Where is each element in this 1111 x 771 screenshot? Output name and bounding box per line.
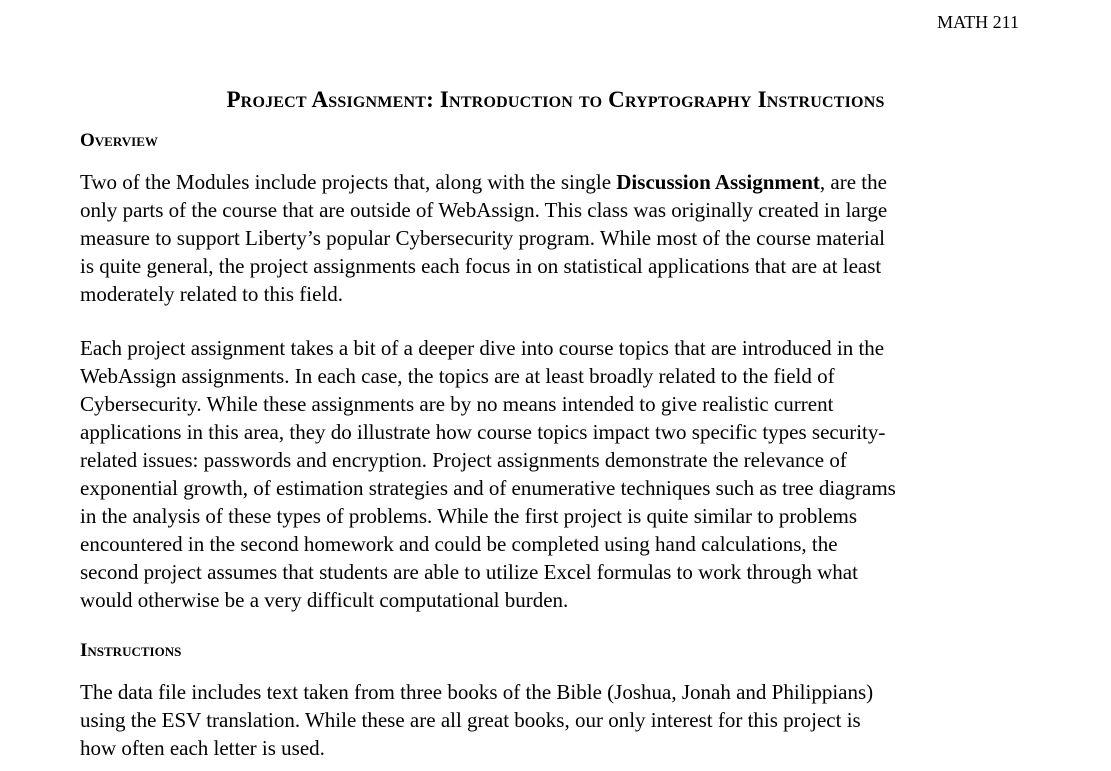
overview-paragraph-2	[80, 334, 1025, 614]
paragraph-line: related issues: passwords and encryption. Project assignments demonstrate the relevance of	[80, 448, 847, 472]
paragraph-line: Each project assignment takes a bit of a deeper dive into course topics that are introduced in the	[80, 336, 885, 360]
course-code: MATH 211	[937, 12, 1019, 32]
line-text: Two of the Modules include projects that, along with the single	[80, 170, 617, 194]
paragraph-line: Cybersecurity. While these assignments are by no means intended to give realistic current	[80, 392, 834, 416]
paragraph-line: applications in this area, they do illustrate how course topics impact two specific types security-	[80, 420, 886, 444]
paragraph-line: exponential growth, of estimation strategies and of enumerative techniques such as tree diagrams	[80, 476, 896, 500]
paragraph-line: is quite general, the project assignments each focus in on statistical applications that are at least	[80, 254, 882, 278]
paragraph-line	[80, 168, 1025, 196]
paragraph-line: WebAssign assignments. In each case, the topics are at least broadly related to the field of	[80, 364, 835, 388]
overview-paragraph-1	[80, 168, 1025, 308]
paragraph-line: would otherwise be a very difficult computational burden.	[80, 588, 569, 612]
paragraph-line: moderately related to this field.	[80, 282, 343, 306]
instructions-paragraph-1	[80, 678, 1025, 762]
discussion-assignment-emphasis: Discussion Assignment	[616, 170, 820, 194]
paragraph-line: using the ESV translation. While these are all great books, our only interest for this project is	[80, 708, 861, 732]
instructions-heading: Instructions	[80, 640, 182, 661]
paragraph-line: The data file includes text taken from three books of the Bible (Joshua, Jonah and Philippians)	[80, 680, 874, 704]
paragraph-line: only parts of the course that are outside of WebAssign. This class was originally created in large	[80, 198, 888, 222]
paragraph-line: measure to support Liberty’s popular Cybersecurity program. While most of the course material	[80, 226, 885, 250]
overview-heading: Overview	[80, 130, 158, 151]
paragraph-line: encountered in the second homework and could be completed using hand calculations, the	[80, 532, 838, 556]
document-title: Project Assignment: Introduction to Cryptography Instructions	[226, 87, 885, 112]
paragraph-line: second project assumes that students are able to utilize Excel formulas to work through what	[80, 560, 858, 584]
paragraph-line: how often each letter is used.	[80, 736, 325, 760]
line-text: , are the	[819, 170, 887, 194]
paragraph-line: in the analysis of these types of problems. While the first project is quite similar to problems	[80, 504, 858, 528]
